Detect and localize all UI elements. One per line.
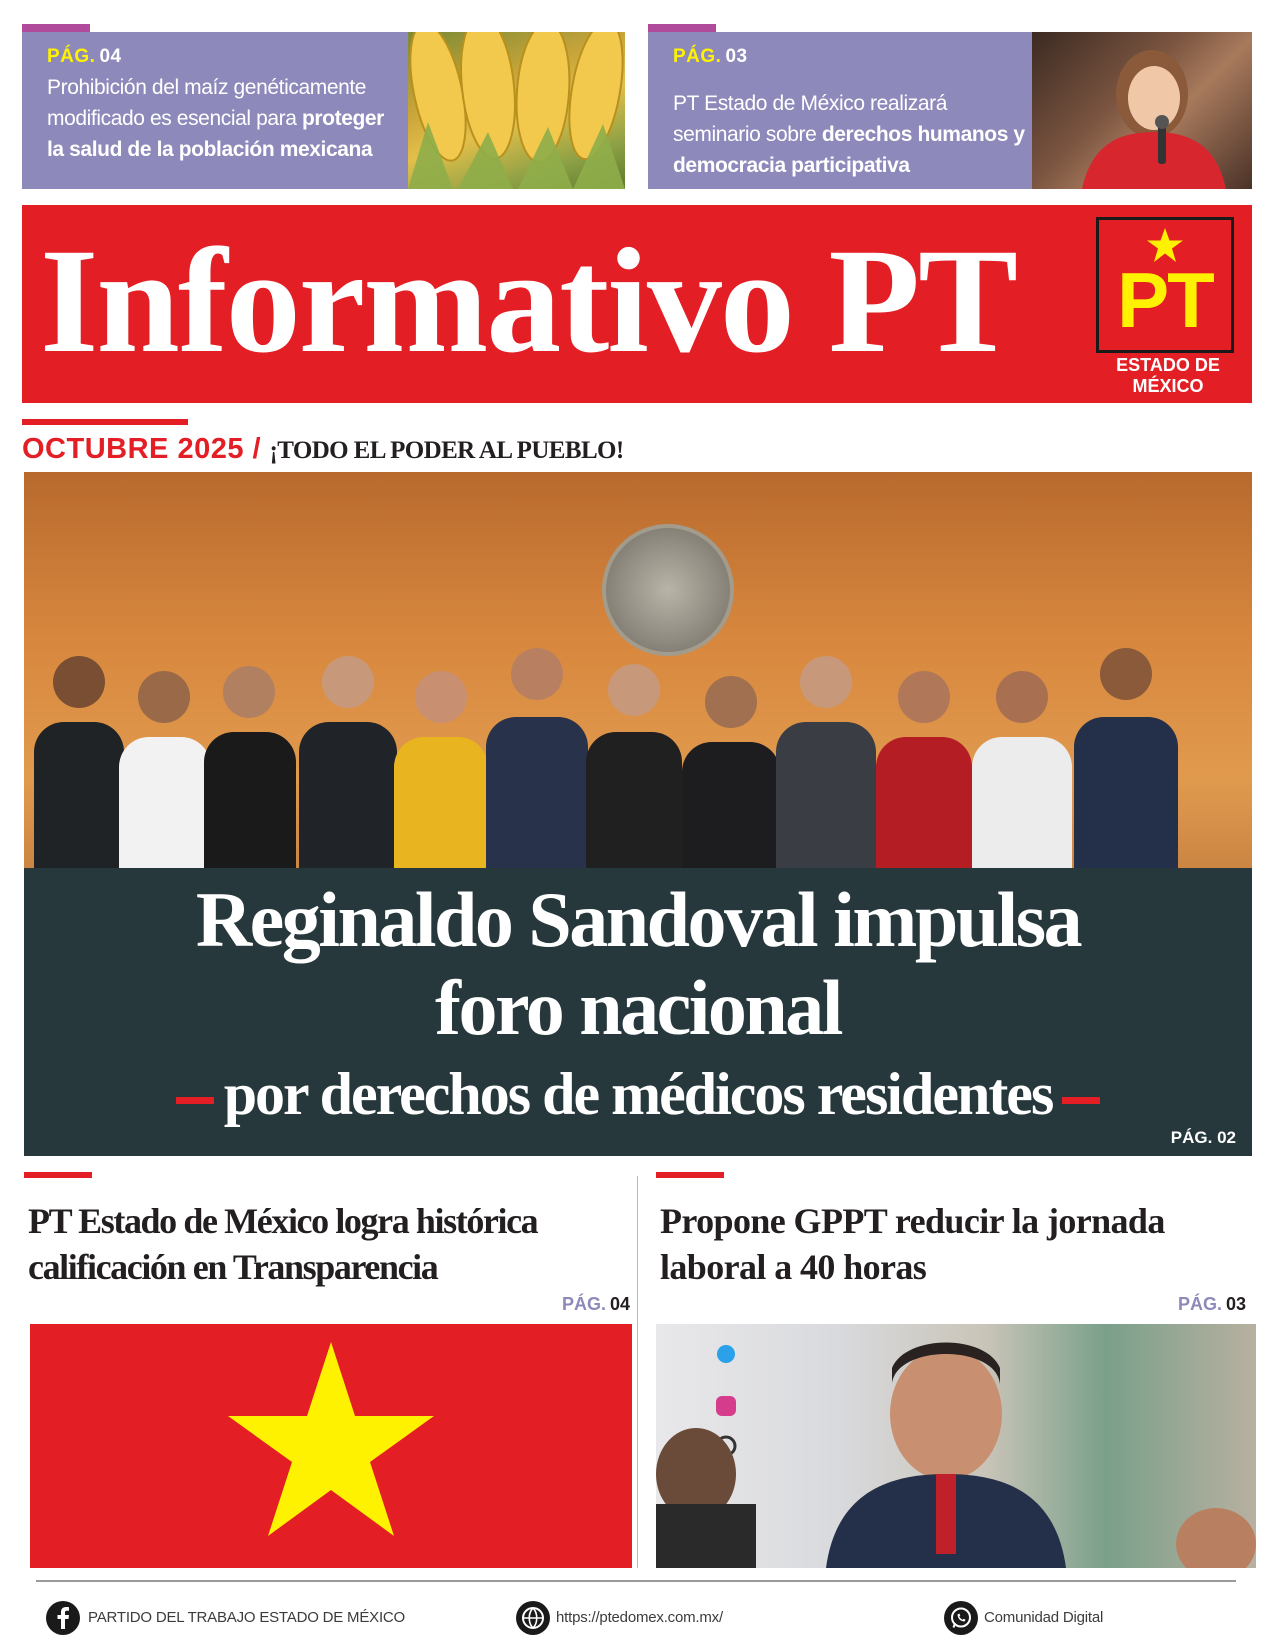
hero-headline: Reginaldo Sandoval impulsa foro nacional [195, 876, 1081, 1051]
dateline [22, 433, 624, 466]
story-page-ref: PÁG. 04 [561, 1294, 630, 1314]
accent-rule [656, 1172, 724, 1178]
story-page-ref: PÁG. 03 [1177, 1294, 1246, 1314]
column-divider [637, 1176, 638, 1568]
story-headline: Propone GPPT reducir la jornada laboral a 40 horas [660, 1201, 1165, 1287]
star-icon [30, 1324, 632, 1568]
vietnam-flag-image [30, 1324, 632, 1568]
whatsapp-link[interactable]: Comunidad Digital [984, 1609, 1104, 1626]
teaser-maiz[interactable] [22, 24, 625, 189]
teaser-text: Prohibición del maíz genéticamente modificado es esencial para proteger la salud de la población mexicana [47, 76, 384, 161]
story-transparencia[interactable] [24, 1172, 634, 1572]
hero-story[interactable] [24, 472, 1252, 1156]
masthead [22, 205, 1252, 403]
issue-date: OCTUBRE 2025 / [22, 433, 262, 465]
teaser-box [648, 32, 1032, 189]
teaser-seminario[interactable] [648, 24, 1252, 189]
teaser-tab [22, 24, 90, 32]
facebook-link[interactable]: PARTIDO DEL TRABAJO ESTADO DE MÉXICO [88, 1609, 406, 1626]
corn-photo [408, 32, 625, 189]
hero-subheadline: por derechos de médicos residentes [24, 1059, 1252, 1129]
teaser-page-ref: PÁG. 04 [47, 46, 122, 67]
dash-right-icon [1062, 1097, 1100, 1104]
globe-icon[interactable] [516, 1601, 550, 1635]
slogan: ¡TODO EL PODER AL PUEBLO! [269, 437, 624, 464]
facebook-icon[interactable] [46, 1601, 80, 1635]
hero-page-ref: PÁG. 02 [1170, 1128, 1236, 1147]
masthead-title: Informativo PT [40, 218, 1017, 384]
footer-rule [36, 1580, 1236, 1582]
story-jornada-laboral[interactable] [656, 1172, 1256, 1572]
website-link[interactable]: https://ptedomex.com.mx/ [556, 1609, 723, 1626]
press-conference-photo [656, 1324, 1256, 1568]
logo-region: ESTADO DE MÉXICO [1116, 355, 1220, 396]
teaser-page-ref: PÁG. 03 [673, 46, 748, 67]
dash-left-icon [176, 1097, 214, 1104]
logo-letters: PT [1117, 256, 1213, 344]
whatsapp-icon[interactable] [944, 1601, 978, 1635]
speaker-woman-photo [1032, 32, 1252, 189]
accent-rule [22, 419, 188, 425]
pt-logo [1096, 217, 1234, 353]
story-headline: PT Estado de México logra histórica calificación en Transparencia [28, 1201, 538, 1287]
accent-rule [24, 1172, 92, 1178]
teaser-box [22, 32, 408, 189]
teaser-text: PT Estado de México realizará seminario sobre derechos humanos y democracia participativa [673, 92, 1025, 177]
teaser-tab [648, 24, 716, 32]
